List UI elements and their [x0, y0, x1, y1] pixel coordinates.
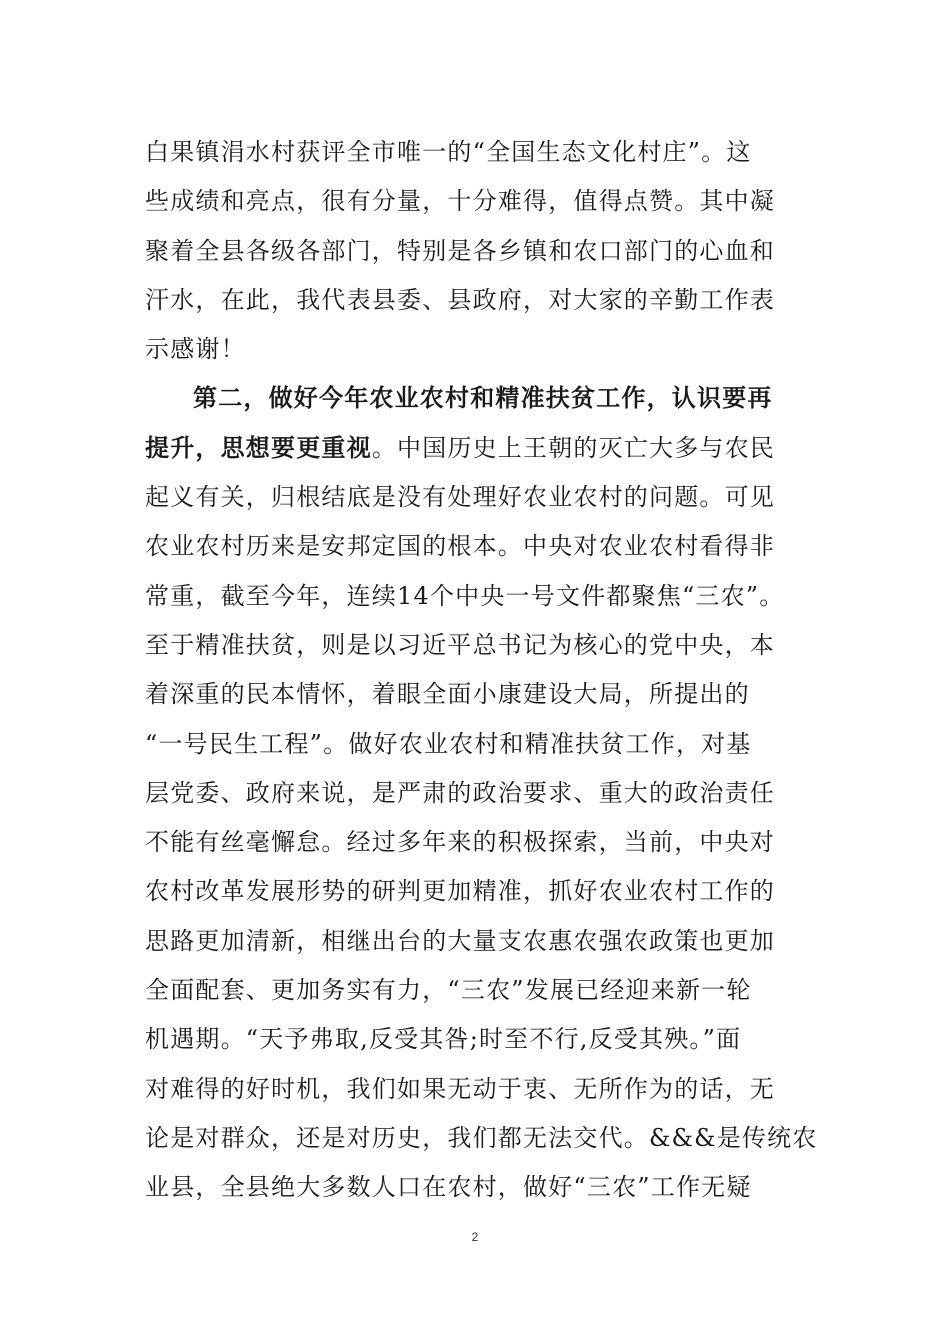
text-line: 不能有丝毫懈怠。经过多年来的积极探索，当前，中央对 [145, 828, 775, 857]
page-number: 2 [471, 1230, 479, 1244]
text-line: 层党委、政府来说，是严肃的政治要求、重大的政治责任 [145, 778, 775, 807]
section-heading: 第二，做好今年农业农村和精准扶贫工作，认识要再 [193, 384, 773, 413]
text-line: 起义有关，归根结底是没有处理好农业农村的问题。可见 [145, 483, 775, 512]
text-line: 汗水，在此，我代表县委、县政府，对大家的辛勤工作表 [145, 285, 775, 314]
text-line [145, 424, 825, 473]
text-line: 对难得的好时机，我们如果无动于衷、无所作为的话，无 [145, 1074, 775, 1103]
text-line: 聚着全县各级各部门，特别是各乡镇和农口部门的心血和 [145, 236, 775, 265]
text-line: 示感谢！ [145, 335, 246, 364]
text-line: 论是对群众，还是对历史，我们都无法交代。&&&是传统农 [145, 1123, 818, 1152]
section-heading-continued: 提升，思想要更重视 [145, 433, 372, 462]
text-line: 思路更加清新，相继出台的大量支农惠农强农政策也更加 [145, 926, 775, 955]
text-line: 着深重的民本情怀，着眼全面小康建设大局，所提出的 [145, 680, 750, 709]
text-line: 白果镇涓水村获评全市唯一的“全国生态文化村庄”。这 [145, 138, 752, 166]
text-line: 机遇期。“天予弗取,反受其咎;时至不行,反受其殃。”面 [145, 1025, 742, 1054]
text-span: 。中国历史上王朝的灭亡大多与农民 [371, 433, 776, 462]
text-line: “一号民生工程”。做好农业农村和精准扶贫工作，对基 [145, 729, 752, 758]
text-line: 全面配套、更加务实有力，“三农”发展已经迎来新一轮 [145, 976, 752, 1005]
text-line: 些成绩和亮点，很有分量，十分难得，值得点赞。其中凝 [145, 187, 775, 216]
text-line: 业县，全县绝大多数人口在农村，做好“三农”工作无疑 [145, 1173, 752, 1202]
text-line: 农村改革发展形势的研判更加精准，抓好农业农村工作的 [145, 877, 775, 906]
text-line: 至于精准扶贫，则是以习近平总书记为核心的党中央，本 [145, 630, 775, 659]
text-line: 常重，截至今年，连续14个中央一号文件都聚焦“三农”。 [145, 581, 785, 610]
body-text [145, 128, 825, 1213]
text-line: 农业农村历来是安邦定国的根本。中央对农业农村看得非 [145, 532, 775, 561]
